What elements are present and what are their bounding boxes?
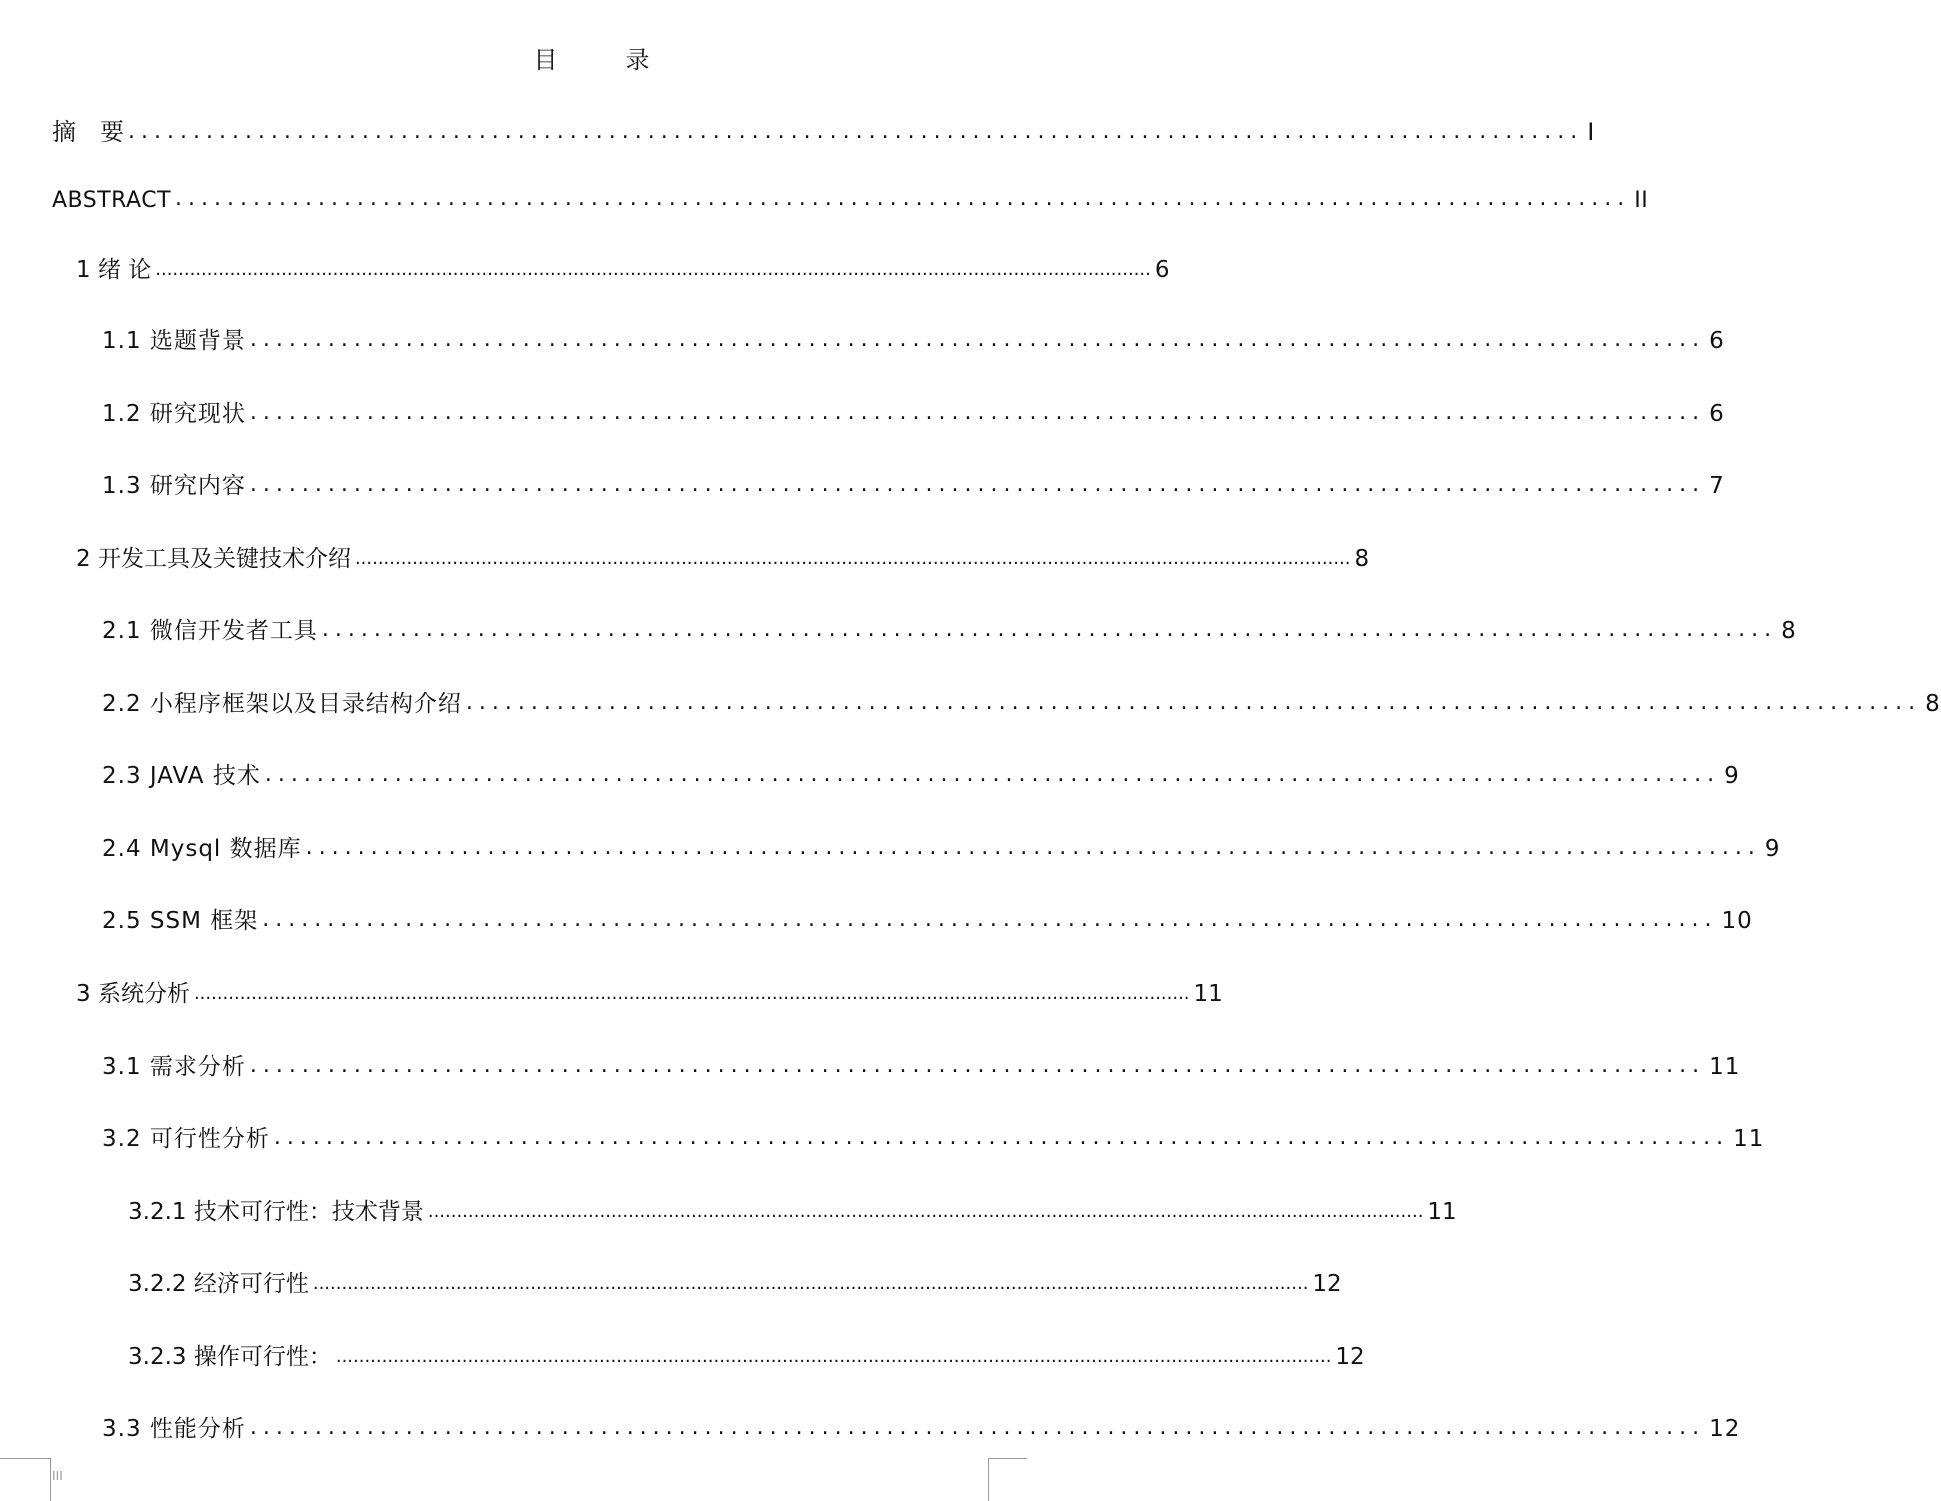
toc-entry-label: 1.3 研究内容 xyxy=(102,473,246,499)
toc-entry-label: ABSTRACT xyxy=(52,188,172,213)
toc-entry[interactable] xyxy=(102,394,1725,434)
toc-leader: ................................................................................................................ xyxy=(175,186,1631,211)
toc-entry-label: 1.1 选题背景 xyxy=(102,328,246,354)
toc-leader: ................................................................................................................ xyxy=(262,907,1718,932)
page-number: III xyxy=(52,1468,63,1483)
toc-entry-page: 12 xyxy=(1335,1344,1365,1370)
toc-entry-page: 6 xyxy=(1154,257,1170,283)
toc-leader: .............................................................................................................................................................................. xyxy=(312,1273,1309,1294)
toc-leader: ................................................................................................................ xyxy=(249,400,1706,425)
toc-entry-page: 8 xyxy=(1925,691,1941,717)
toc-entry[interactable] xyxy=(102,321,1725,361)
toc-entry-page: 6 xyxy=(1709,328,1725,354)
toc-entry[interactable] xyxy=(102,756,1740,796)
toc-entry-page: 9 xyxy=(1764,836,1781,862)
toc-entry-label: 3.2 可行性分析 xyxy=(102,1126,270,1152)
toc-entry[interactable] xyxy=(102,1047,1741,1087)
toc-leader: ................................................................................................................ xyxy=(249,327,1706,352)
toc-leader: ................................................................................................................ xyxy=(249,1415,1706,1440)
toc-leader: ................................................................................................................ xyxy=(249,472,1706,497)
toc-leader: .............................................................................................................................................................................. xyxy=(354,548,1351,569)
toc-entry-page: 6 xyxy=(1709,401,1725,427)
toc-leader: .............................................................................................................................................................................. xyxy=(335,1346,1332,1367)
toc-entry-page: 10 xyxy=(1721,908,1753,934)
toc-leader: ................................................................................................................ xyxy=(465,690,1922,715)
toc-leader: ................................................................................................................ xyxy=(249,1053,1706,1078)
toc-entry-label: 1.2 研究现状 xyxy=(102,401,246,427)
toc-entry-label: 3.1 需求分析 xyxy=(102,1054,246,1080)
toc-entry-page: 11 xyxy=(1193,981,1223,1007)
toc-entry-page: 11 xyxy=(1733,1126,1765,1152)
toc-entry[interactable] xyxy=(76,250,1170,290)
toc-entry-page: 11 xyxy=(1427,1199,1457,1225)
toc-entry-label: 2 开发工具及关键技术介绍 xyxy=(76,546,351,572)
toc-entry[interactable] xyxy=(102,1409,1741,1449)
toc-entry[interactable] xyxy=(52,112,1595,152)
toc-leader: ................................................................................................................ xyxy=(264,762,1721,787)
toc-entry-page: I xyxy=(1587,118,1595,146)
toc-entry-label: 1 绪 论 xyxy=(76,257,152,283)
toc-entry[interactable] xyxy=(128,1264,1342,1304)
toc-entry-label: 2.1 微信开发者工具 xyxy=(102,618,318,644)
margin-corner-mark-left xyxy=(0,1458,51,1501)
toc-entry-page: 12 xyxy=(1709,1416,1741,1442)
toc-entry-label: 2.4 Mysql 数据库 xyxy=(102,836,302,862)
toc-entry[interactable] xyxy=(102,611,1797,651)
toc-entry-label: 3.2.3 操作可行性： xyxy=(128,1344,332,1370)
toc-entry-label: 2.2 小程序框架以及目录结构介绍 xyxy=(102,691,462,717)
toc-entry-page: 11 xyxy=(1709,1054,1741,1080)
toc-entry-label: 摘 要 xyxy=(52,118,124,146)
toc-leader: ................................................................................................................ xyxy=(128,119,1584,144)
toc-leader: .............................................................................................................................................................................. xyxy=(427,1201,1424,1222)
toc-entry[interactable] xyxy=(76,539,1370,579)
toc-entry-label: 3.2.2 经济可行性 xyxy=(128,1271,309,1297)
toc-entry-page: 12 xyxy=(1312,1271,1342,1297)
toc-entry[interactable] xyxy=(102,901,1753,941)
toc-entry-page: II xyxy=(1634,188,1649,213)
toc-leader: ................................................................................................................ xyxy=(321,617,1778,642)
toc-entry[interactable] xyxy=(102,829,1781,869)
toc-entry[interactable] xyxy=(102,466,1725,506)
toc-leader: .............................................................................................................................................................................. xyxy=(193,983,1190,1004)
toc-leader: .............................................................................................................................................................................. xyxy=(155,259,1151,280)
toc-entry-label: 3.2.1 技术可行性：技术背景 xyxy=(128,1199,424,1225)
toc-entry[interactable] xyxy=(128,1192,1457,1232)
toc-entry[interactable] xyxy=(52,181,1649,221)
toc-entry-page: 8 xyxy=(1354,546,1370,572)
toc-entry-page: 9 xyxy=(1724,763,1740,789)
toc-entry[interactable] xyxy=(76,974,1223,1014)
toc-entry[interactable] xyxy=(102,684,1941,724)
page-title: 目 录 xyxy=(533,46,672,74)
toc-entry-label: 3 系统分析 xyxy=(76,981,190,1007)
toc-entry[interactable] xyxy=(102,1119,1765,1159)
margin-corner-mark-right xyxy=(988,1458,1027,1501)
toc-entry-page: 8 xyxy=(1781,618,1797,644)
toc-entry-label: 2.3 JAVA 技术 xyxy=(102,763,261,789)
toc-entry-page: 7 xyxy=(1709,473,1725,499)
toc-entry-label: 3.3 性能分析 xyxy=(102,1416,246,1442)
toc-leader: ................................................................................................................ xyxy=(305,835,1761,860)
toc-entry[interactable] xyxy=(128,1337,1365,1377)
toc-entry-label: 2.5 SSM 框架 xyxy=(102,908,259,934)
toc-leader: ................................................................................................................ xyxy=(273,1125,1730,1150)
